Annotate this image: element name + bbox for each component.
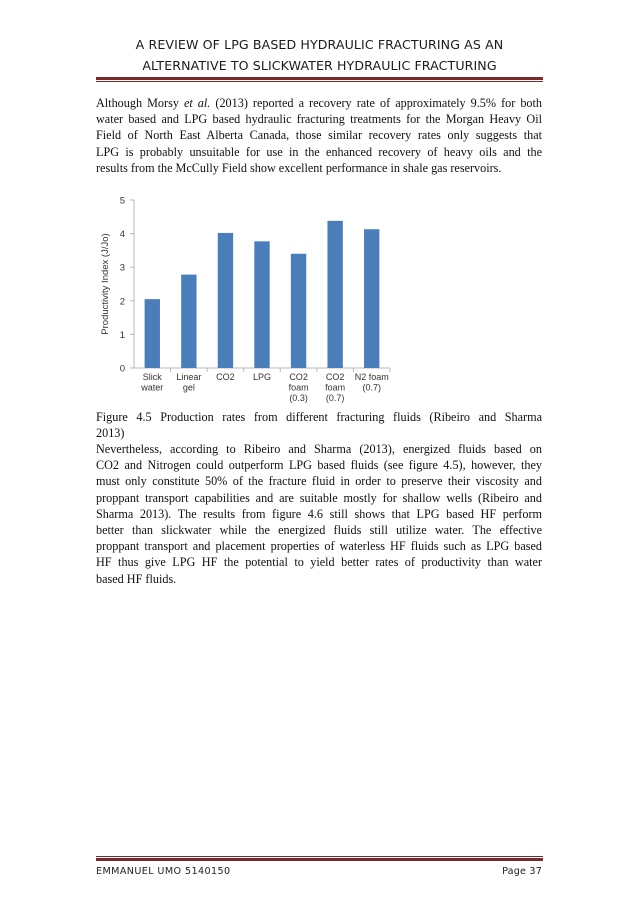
paragraph-2-line-7: proppant transport and placement properties of waterless HF fluids such as LPG based xyxy=(96,539,542,554)
paragraph-2-line-9: based HF fluids. xyxy=(96,571,177,586)
paragraph-2-line-3: must only constitute 50% of the fracture fluid in order to preserve their viscosity and xyxy=(96,474,542,489)
x-tick-label: Linear xyxy=(176,372,202,382)
et-al-italic: et al. xyxy=(183,96,211,110)
paragraph-1-line-3: Field of North East Alberta Canada, those similar recovery rates only suggests that xyxy=(96,128,542,143)
y-tick-label: 2 xyxy=(119,296,125,308)
x-tick-label: water xyxy=(141,382,164,393)
paragraph-1-line-5: results from the McCully Field show excellent performance in shale gas reservoirs. xyxy=(96,160,502,175)
y-tick-label: 1 xyxy=(119,329,125,341)
y-tick-label: 4 xyxy=(119,229,125,241)
chart-labels xyxy=(100,196,389,404)
footer-rule-thin xyxy=(96,856,543,857)
x-tick-label: CO2 xyxy=(325,372,345,382)
paragraph-2-line-8: HF thus give LPG HF the potential to yield better rates of productivity than water xyxy=(96,555,542,570)
bar xyxy=(327,221,342,368)
bar xyxy=(145,299,160,368)
bar xyxy=(181,275,196,368)
x-tick-label: foam xyxy=(325,382,346,393)
paragraph-2-line-4: proppant transport capabilities and are suitable mostly for shallow wells (Ribeiro and xyxy=(96,490,542,505)
y-tick-label: 5 xyxy=(119,195,125,207)
header-rule-thin xyxy=(96,81,543,82)
header-rule-thick xyxy=(96,77,543,80)
bar xyxy=(254,241,269,368)
x-tick-label: CO2 xyxy=(216,372,235,382)
caption-line-1: Figure 4.5 Production rates from different fracturing fluids (Ribeiro and Sharma xyxy=(96,410,542,424)
footer-page-number: Page 37 xyxy=(502,866,542,877)
y-axis-label: Productivity Index (J/Jo) xyxy=(100,233,111,335)
running-header xyxy=(96,34,543,76)
paragraph-1-line-1: Although Morsy et al. (2013) reported a recovery rate of approximately 9.5% for both xyxy=(96,96,542,110)
x-tick-label: LPG xyxy=(252,372,272,382)
x-tick-label: (0.7) xyxy=(362,382,381,393)
x-tick-label: N2 foam xyxy=(354,372,389,382)
bar xyxy=(364,229,379,368)
x-tick-label: Slick xyxy=(142,372,162,382)
paragraph-2 xyxy=(96,441,542,587)
bar xyxy=(218,233,233,368)
header-title-line-2: ALTERNATIVE TO SLICKWATER HYDRAULIC FRACTURING xyxy=(142,58,497,73)
chart-bars xyxy=(145,221,380,368)
paragraph-2-line-6: better than slickwater while the energized fluids still utilize water. The effective xyxy=(96,522,542,537)
paragraph-1-line-2: water based and LPG based hydraulic fracturing treatments for the Morgan Heavy Oil xyxy=(96,112,542,127)
productivity-bar-chart xyxy=(98,187,398,407)
paragraph-1 xyxy=(96,95,542,176)
x-tick-label: CO2 xyxy=(289,372,308,382)
x-tick-label: (0.7) xyxy=(325,393,345,403)
paragraph-1-line-4: LPG is probably unsuitable for use in the enhanced recovery of heavy oils and the xyxy=(96,144,542,159)
x-tick-label: (0.3) xyxy=(289,393,308,403)
paragraph-2-line-1: Nevertheless, according to Ribeiro and Sharma (2013), energized fluids based on xyxy=(96,442,542,456)
bar xyxy=(291,254,306,368)
footer-rule-thick xyxy=(96,858,543,861)
paragraph-2-line-2: CO2 and Nitrogen could outperform LPG based fluids (see figure 4.5), however, they xyxy=(96,458,542,473)
y-tick-label: 0 xyxy=(119,363,125,375)
x-tick-label: gel xyxy=(182,382,195,393)
caption-line-2: 2013) xyxy=(96,426,125,441)
x-tick-label: foam xyxy=(288,382,309,393)
header-title-line-1: A REVIEW OF LPG BASED HYDRAULIC FRACTURING AS AN xyxy=(135,37,504,52)
paragraph-2-line-5: Sharma 2013). The results from figure 4.6 still shows that LPG based HF perform xyxy=(96,506,542,521)
y-tick-label: 3 xyxy=(119,262,125,274)
figure-caption xyxy=(96,409,542,441)
footer-author: EMMANUEL UMO 5140150 xyxy=(96,866,231,877)
